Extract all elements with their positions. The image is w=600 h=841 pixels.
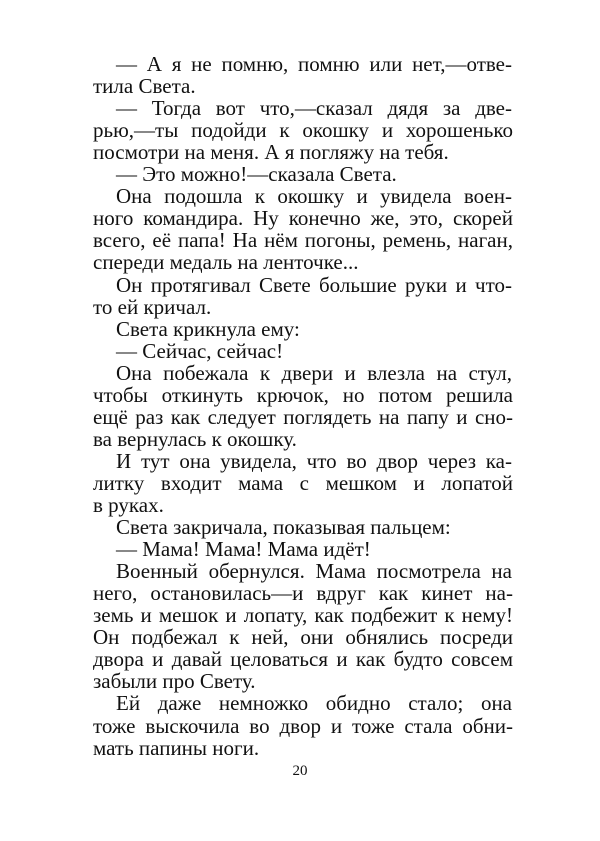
text-line: Света крикнула ему:	[116, 316, 300, 341]
text-line: двора и давай целоваться и как будто совсем	[93, 647, 513, 672]
text-line: — Сейчас, сейчас!	[116, 338, 284, 363]
text-line: Света закричала, показывая пальцем:	[116, 515, 451, 540]
text-line: Она побежала к двери и влезла на стул,	[116, 360, 512, 385]
text-line: Он протягивал Свете большие руки и что-	[116, 272, 512, 297]
text-line: забыли про Свету.	[93, 669, 256, 694]
text-line: тоже выскочила во двор и тоже стала обни-	[93, 713, 513, 738]
text-line: чтобы откинуть крючок, но потом решила	[93, 382, 513, 407]
text-line: Ей даже немножко обидно стало; она	[116, 691, 512, 716]
text-line: ного командира. Ну конечно же, это, скорей	[93, 206, 513, 231]
text-line: И тут она увидела, что во двор через ка-	[116, 448, 512, 473]
text-line: Она подошла к окошку и увидела воен-	[116, 184, 512, 209]
text-line: — Тогда вот что,—сказал дядя за две-	[116, 96, 512, 121]
text-line: ещё раз как следует поглядеть на папу и сно-	[93, 404, 513, 429]
page-number: 20	[292, 763, 308, 779]
text-line: посмотри на меня. А я погляжу на тебя.	[93, 140, 449, 165]
text-line: Военный обернулся. Мама посмотрела на	[116, 559, 512, 584]
text-line: литку входит мама с мешком и лопатой	[93, 470, 513, 495]
text-line: тила Света.	[93, 74, 196, 99]
text-line: — А я не помню, помню или нет,—отве-	[116, 52, 512, 76]
text-line: рью,—ты подойди к окошку и хорошенько	[93, 118, 513, 143]
text-line: — Это можно!—сказала Света.	[116, 162, 397, 187]
text-line: ва вернулась к окошку.	[93, 426, 297, 451]
text-line: него, остановилась—и вдруг как кинет на-	[93, 581, 513, 606]
text-line: земь и мешок и лопату, как подбежит к нему!	[93, 603, 513, 628]
text-line: — Мама! Мама! Мама идёт!	[116, 537, 371, 562]
text-line: Он подбежал к ней, они обнялись посреди	[93, 625, 513, 650]
text-line: мать папины ноги.	[93, 735, 260, 760]
text-line: в руках.	[93, 493, 164, 517]
text-line: спереди медаль на ленточке...	[93, 250, 359, 275]
text-line: всего, её папа! На нём погоны, ремень, наган,	[93, 228, 513, 253]
text-line: то ей кричал.	[93, 294, 212, 319]
